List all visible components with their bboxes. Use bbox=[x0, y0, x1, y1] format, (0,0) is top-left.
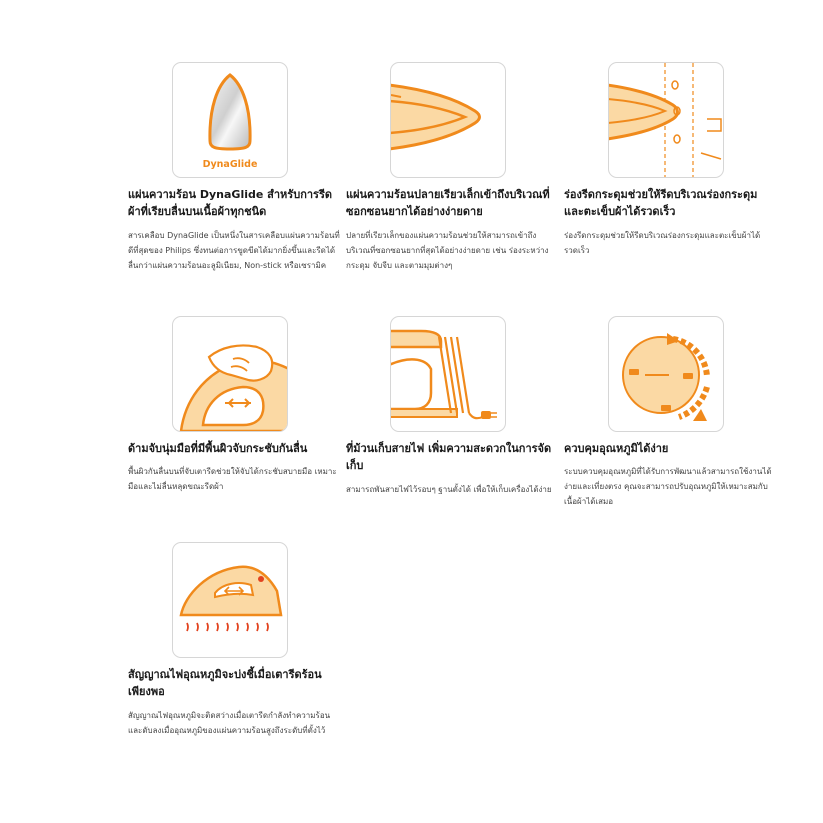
feature-title: ที่ม้วนเก็บสายไฟ เพิ่มความสะดวกในการจัดเก็บ bbox=[346, 442, 552, 472]
feature-title: ร่องรีดกระดุมช่วยให้รีดบริเวณร่องกระดุมและตะเข็บผ้าได้รวดเร็ว bbox=[564, 188, 758, 218]
button-groove-icon bbox=[608, 62, 724, 178]
feature-title: ด้ามจับนุ่มมือที่มีพื้นผิวจับกระชับกันลื่น bbox=[128, 442, 308, 455]
soft-grip-handle-icon bbox=[172, 316, 288, 432]
dynaglide-logo-text: DynaGlide bbox=[202, 159, 258, 170]
cord-wrap-icon bbox=[390, 316, 506, 432]
feature-title: แผ่นความร้อนปลายเรียวเล็กเข้าถึงบริเวณที่ซอกซอนยากได้อย่างง่ายดาย bbox=[346, 188, 550, 218]
pointed-tip-icon bbox=[390, 62, 506, 178]
feature-description: สารเคลือบ DynaGlide เป็นหนึ่งในสารเคลือบแผ่นความร้อนที่ดีที่สุดของ Philips ซึ่งทนต่อการขูดขีดได้มากยิ่งขึ้นและรีดได้ลื่นกว่าแผ่นความร้อนอะลูมิเนียม, Non-stick หรือเซรามิค bbox=[128, 231, 340, 270]
feature-description: สัญญาณไฟอุณหภูมิจะติดสว่างเมื่อเตารีดกำลังทำความร้อน และดับลงเมื่ออุณหภูมิของแผ่นความร้อนสูงถึงระดับที่ตั้งไว้ bbox=[128, 711, 331, 735]
feature-description: สามารถพันสายไฟไว้รอบๆ ฐานตั้งได้ เพื่อให้เก็บเครื่องได้ง่าย bbox=[346, 485, 552, 494]
feature-description: ระบบควบคุมอุณหภูมิที่ได้รับการพัฒนาแล้วสามารถใช้งานได้ง่ายและเที่ยงตรง คุณจะสามารถปรับอุณหภูมิให้เหมาะสมกับเนื้อผ้าได้เสมอ bbox=[564, 467, 772, 506]
feature-title: ควบคุมอุณหภูมิได้ง่าย bbox=[564, 442, 669, 455]
feature-description: พื้นผิวกันลื่นบนที่จับเตารีดช่วยให้จับได้กระชับสบายมือ เหมาะมือและไม่ลื่นหลุดขณะรีดผ้า bbox=[128, 467, 337, 491]
dynaglide-soleplate-icon bbox=[172, 62, 288, 178]
feature-title: สัญญาณไฟอุณหภูมิจะบ่งชี้เมื่อเตารีดร้อนเพียงพอ bbox=[128, 668, 322, 698]
feature-title: แผ่นความร้อน DynaGlide สำหรับการรีดผ้าที่เรียบลื่นบนเนื้อผ้าทุกชนิด bbox=[128, 188, 332, 218]
temperature-dial-icon bbox=[608, 316, 724, 432]
feature-description: ร่องรีดกระดุมช่วยให้รีดบริเวณร่องกระดุมและตะเข็บผ้าได้รวดเร็ว bbox=[564, 231, 761, 255]
heat-indicator-icon bbox=[172, 542, 288, 658]
feature-description: ปลายที่เรียวเล็กของแผ่นความร้อนช่วยให้สามารถเข้าถึงบริเวณที่ซอกซอนยากที่สุดได้อย่างง่ายดาย เช่น ร่องระหว่างกระดุม จับจีบ และตามมุมต่างๆ bbox=[346, 231, 549, 270]
